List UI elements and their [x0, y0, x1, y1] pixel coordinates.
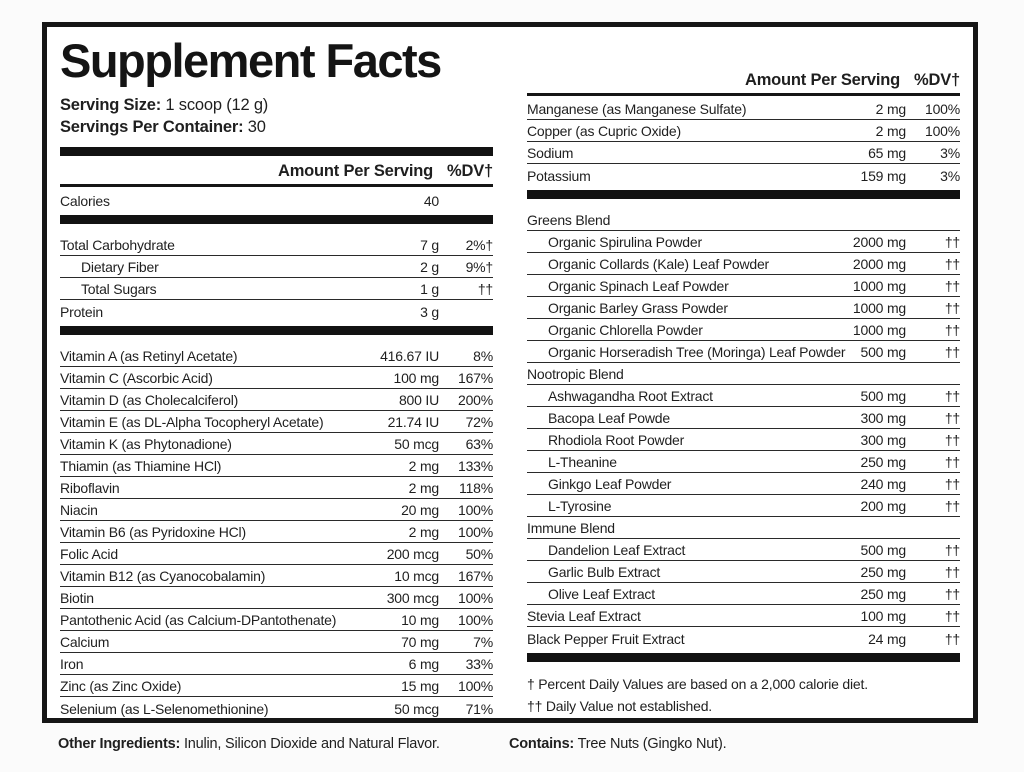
- percent-dv-header: %DV†: [914, 71, 960, 89]
- right-nutrient-rows: [527, 98, 960, 662]
- nutrient-name: Niacin: [60, 502, 98, 519]
- servings-per-container-line: [60, 117, 493, 139]
- nutrient-dv: 100%: [457, 502, 493, 519]
- nutrient-row: [60, 543, 493, 565]
- nutrient-name: Organic Chlorella Powder: [548, 322, 703, 338]
- nutrient-row: [60, 477, 493, 499]
- nutrient-row: [60, 521, 493, 543]
- nutrient-row: [527, 319, 960, 341]
- nutrient-name: Riboflavin: [60, 480, 120, 497]
- nutrient-amount: 2 g: [420, 259, 439, 276]
- other-ingredients: [42, 736, 509, 752]
- blend-header-row: [527, 517, 960, 539]
- percent-dv-header: %DV†: [447, 162, 493, 181]
- nutrient-dv: ††: [944, 476, 960, 492]
- nutrient-dv: 63%: [465, 436, 493, 453]
- nutrient-amount: 500 mg: [860, 542, 906, 558]
- servings-per-container-value: 30: [247, 117, 266, 136]
- nutrient-row: [527, 495, 960, 517]
- nutrient-name: Vitamin B12 (as Cyanocobalamin): [60, 568, 266, 585]
- nutrient-name: Pantothenic Acid (as Calcium-DPantothenate): [60, 612, 337, 629]
- supplement-facts-panel: [42, 22, 978, 723]
- nutrient-dv: 7%: [473, 634, 493, 651]
- nutrient-dv: 200%: [457, 392, 493, 409]
- nutrient-dv: 33%: [465, 656, 493, 673]
- nutrient-name: Greens Blend: [527, 212, 611, 228]
- nutrient-name: L-Tyrosine: [548, 498, 612, 514]
- nutrient-row: [527, 253, 960, 275]
- nutrient-dv: 3%: [940, 168, 960, 184]
- panel-columns: [60, 34, 960, 718]
- nutrient-dv: ††: [944, 564, 960, 580]
- nutrient-row: [527, 341, 960, 363]
- nutrient-row: [527, 297, 960, 319]
- nutrient-dv: ††: [944, 410, 960, 426]
- nutrient-name: Biotin: [60, 590, 94, 607]
- nutrient-dv: 2%†: [465, 237, 493, 254]
- nutrient-row: [60, 675, 493, 697]
- nutrient-amount: 800 IU: [398, 392, 439, 409]
- nutrient-name: Copper (as Cupric Oxide): [527, 123, 681, 139]
- nutrient-row: [60, 367, 493, 389]
- nutrient-name: Ginkgo Leaf Powder: [548, 476, 672, 492]
- nutrient-amount: 500 mg: [860, 344, 906, 360]
- nutrient-name: Bacopa Leaf Powde: [548, 410, 670, 426]
- blend-header-row: [527, 363, 960, 385]
- nutrient-name: Nootropic Blend: [527, 366, 624, 382]
- nutrient-amount: 240 mg: [860, 476, 906, 492]
- nutrient-amount: 2 mg: [875, 101, 906, 117]
- servings-per-container-label: Servings Per Container:: [60, 117, 244, 136]
- nutrient-row: [527, 120, 960, 142]
- nutrient-row: [60, 653, 493, 675]
- nutrient-amount: 6 mg: [408, 656, 439, 673]
- nutrient-name: Immune Blend: [527, 520, 615, 536]
- nutrient-row: [60, 631, 493, 653]
- nutrient-name: Rhodiola Root Powder: [548, 432, 685, 448]
- nutrient-name: Sodium: [527, 145, 574, 161]
- amount-per-serving-header: Amount Per Serving: [744, 71, 900, 89]
- nutrient-row: [60, 234, 493, 256]
- nutrient-name: Calories: [60, 193, 110, 210]
- nutrient-row: [60, 499, 493, 521]
- other-ingredients-label: Other Ingredients:: [58, 736, 181, 752]
- nutrient-amount: 1000 mg: [852, 278, 906, 294]
- nutrient-dv: 8%: [473, 348, 493, 365]
- nutrient-amount: 65 mg: [868, 145, 906, 161]
- nutrient-name: Vitamin D (as Cholecalciferol): [60, 392, 239, 409]
- nutrient-row: [527, 627, 960, 649]
- nutrient-name: Garlic Bulb Extract: [548, 564, 661, 580]
- nutrient-dv: ††: [944, 608, 960, 624]
- nutrient-row: [527, 539, 960, 561]
- nutrient-amount: 500 mg: [860, 388, 906, 404]
- nutrient-amount: 24 mg: [868, 631, 906, 647]
- nutrient-name: Total Carbohydrate: [60, 237, 175, 254]
- right-column-header: [527, 67, 960, 96]
- nutrient-name: Thiamin (as Thiamine HCl): [60, 458, 222, 475]
- nutrient-name: Organic Spinach Leaf Powder: [548, 278, 729, 294]
- contains-value: Tree Nuts (Gingko Nut).: [577, 736, 727, 752]
- nutrient-dv: 100%: [457, 612, 493, 629]
- footnotes: [527, 672, 960, 717]
- nutrient-row: [60, 345, 493, 367]
- nutrient-amount: 2 mg: [875, 123, 906, 139]
- nutrient-row: [60, 389, 493, 411]
- nutrient-amount: 300 mg: [860, 410, 906, 426]
- nutrient-row: [527, 473, 960, 495]
- nutrient-name: Vitamin E (as DL-Alpha Tocopheryl Acetate): [60, 414, 324, 431]
- nutrient-name: Organic Barley Grass Powder: [548, 300, 728, 316]
- nutrient-dv: 72%: [465, 414, 493, 431]
- contains-statement: [509, 736, 978, 752]
- nutrient-row: [527, 275, 960, 297]
- nutrient-row: [60, 256, 493, 278]
- nutrient-dv: ††: [944, 256, 960, 272]
- nutrient-amount: 100 mg: [860, 608, 906, 624]
- nutrient-row: [60, 587, 493, 609]
- nutrient-dv: ††: [944, 278, 960, 294]
- nutrient-amount: 250 mg: [860, 564, 906, 580]
- nutrient-dv: ††: [944, 234, 960, 250]
- nutrient-row: [60, 433, 493, 455]
- nutrient-amount: 20 mg: [401, 502, 439, 519]
- nutrient-row: [527, 98, 960, 120]
- left-column: [60, 34, 493, 718]
- nutrient-amount: 40: [423, 193, 439, 210]
- section-divider-bar: [527, 653, 960, 662]
- page-title: Supplement Facts: [60, 34, 441, 87]
- nutrient-amount: 2 mg: [408, 458, 439, 475]
- nutrient-name: Vitamin A (as Retinyl Acetate): [60, 348, 238, 365]
- nutrient-amount: 10 mg: [401, 612, 439, 629]
- nutrient-name: Organic Collards (Kale) Leaf Powder: [548, 256, 769, 272]
- nutrient-row: [60, 278, 493, 300]
- nutrient-dv: ††: [944, 542, 960, 558]
- footnote: † Percent Daily Values are based on a 2,000 calorie diet.: [527, 676, 868, 692]
- nutrient-amount: 50 mcg: [394, 701, 439, 718]
- bottom-ingredients-line: [42, 736, 978, 752]
- nutrient-dv: 100%: [924, 101, 960, 117]
- nutrient-name: Stevia Leaf Extract: [527, 608, 641, 624]
- nutrient-name: L-Theanine: [548, 454, 617, 470]
- nutrient-amount: 1 g: [420, 281, 439, 298]
- nutrient-dv: ††: [477, 281, 493, 298]
- nutrient-dv: ††: [944, 432, 960, 448]
- nutrient-amount: 2 mg: [408, 480, 439, 497]
- nutrient-amount: 70 mg: [401, 634, 439, 651]
- nutrient-name: Dietary Fiber: [81, 259, 159, 276]
- nutrient-dv: ††: [944, 586, 960, 602]
- nutrient-row: [60, 609, 493, 631]
- blend-header-row: [527, 209, 960, 231]
- section-divider-bar: [60, 326, 493, 335]
- nutrient-dv: 9%†: [465, 259, 493, 276]
- nutrient-row: [527, 605, 960, 627]
- nutrient-name: Potassium: [527, 168, 591, 184]
- nutrient-amount: 2000 mg: [852, 234, 906, 250]
- nutrient-name: Calcium: [60, 634, 110, 651]
- nutrient-amount: 416.67 IU: [380, 348, 439, 365]
- nutrient-amount: 250 mg: [860, 586, 906, 602]
- nutrient-name: Black Pepper Fruit Extract: [527, 631, 685, 647]
- nutrient-amount: 200 mcg: [386, 546, 439, 563]
- nutrient-name: Ashwagandha Root Extract: [548, 388, 713, 404]
- nutrient-name: Organic Horseradish Tree (Moringa) Leaf Powder: [548, 344, 846, 360]
- nutrient-dv: ††: [944, 300, 960, 316]
- nutrient-row: [527, 164, 960, 186]
- nutrient-dv: 100%: [924, 123, 960, 139]
- nutrient-dv: 167%: [457, 370, 493, 387]
- nutrient-amount: 250 mg: [860, 454, 906, 470]
- nutrient-row: [60, 300, 493, 322]
- nutrient-amount: 1000 mg: [852, 300, 906, 316]
- nutrient-dv: 100%: [457, 524, 493, 541]
- nutrient-row: [60, 697, 493, 719]
- nutrient-name: Dandelion Leaf Extract: [548, 542, 686, 558]
- nutrient-dv: ††: [944, 454, 960, 470]
- nutrient-amount: 2 mg: [408, 524, 439, 541]
- nutrient-row: [527, 561, 960, 583]
- nutrient-name: Olive Leaf Extract: [548, 586, 655, 602]
- nutrient-amount: 200 mg: [860, 498, 906, 514]
- nutrient-dv: ††: [944, 388, 960, 404]
- nutrient-row: [527, 142, 960, 164]
- right-column: [527, 37, 960, 714]
- nutrient-dv: ††: [944, 631, 960, 647]
- nutrient-amount: 159 mg: [860, 168, 906, 184]
- nutrient-dv: 167%: [457, 568, 493, 585]
- nutrient-dv: ††: [944, 322, 960, 338]
- nutrient-name: Selenium (as L-Selenomethionine): [60, 701, 269, 718]
- nutrient-row: [527, 385, 960, 407]
- nutrient-row: [60, 189, 493, 211]
- section-divider-bar: [527, 190, 960, 199]
- nutrient-name: Iron: [60, 656, 84, 673]
- nutrient-dv: 71%: [465, 701, 493, 718]
- footnote: †† Daily Value not established.: [527, 697, 712, 714]
- serving-size-label: Serving Size:: [60, 95, 162, 114]
- nutrient-row: [60, 455, 493, 477]
- nutrient-row: [60, 565, 493, 587]
- nutrient-name: Vitamin C (Ascorbic Acid): [60, 370, 213, 387]
- nutrient-amount: 50 mcg: [394, 436, 439, 453]
- nutrient-name: Total Sugars: [81, 281, 157, 298]
- nutrient-dv: 100%: [457, 590, 493, 607]
- nutrient-name: Zinc (as Zinc Oxide): [60, 678, 182, 695]
- nutrient-row: [527, 231, 960, 253]
- left-nutrient-rows: [60, 189, 493, 719]
- section-divider-bar: [60, 147, 493, 156]
- nutrient-dv: ††: [944, 344, 960, 360]
- nutrient-dv: ††: [944, 498, 960, 514]
- nutrient-name: Manganese (as Manganese Sulfate): [527, 101, 747, 117]
- nutrient-row: [527, 407, 960, 429]
- nutrient-dv: 118%: [459, 480, 493, 497]
- nutrient-amount: 100 mg: [393, 370, 439, 387]
- nutrient-amount: 300 mcg: [386, 590, 439, 607]
- nutrient-amount: 7 g: [420, 237, 439, 254]
- nutrient-row: [527, 451, 960, 473]
- nutrient-amount: 1000 mg: [852, 322, 906, 338]
- nutrient-amount: 300 mg: [860, 432, 906, 448]
- amount-per-serving-header: Amount Per Serving: [277, 162, 433, 181]
- contains-label: Contains:: [509, 736, 575, 752]
- nutrient-dv: 3%: [940, 145, 960, 161]
- nutrient-dv: 100%: [457, 678, 493, 695]
- nutrient-dv: 133%: [457, 458, 493, 475]
- nutrient-amount: 21.74 IU: [387, 414, 439, 431]
- nutrient-amount: 2000 mg: [852, 256, 906, 272]
- nutrient-row: [527, 583, 960, 605]
- left-column-header: [60, 158, 493, 187]
- other-ingredients-value: Inulin, Silicon Dioxide and Natural Flavor.: [183, 736, 440, 752]
- nutrient-name: Vitamin B6 (as Pyridoxine HCl): [60, 524, 246, 541]
- nutrient-name: Vitamin K (as Phytonadione): [60, 436, 232, 453]
- nutrient-dv: 50%: [465, 546, 493, 563]
- serving-size-value: 1 scoop (12 g): [165, 95, 269, 114]
- nutrient-name: Folic Acid: [60, 546, 118, 563]
- nutrient-amount: 10 mcg: [394, 568, 439, 585]
- nutrient-row: [60, 411, 493, 433]
- nutrient-name: Organic Spirulina Powder: [548, 234, 702, 250]
- nutrient-row: [527, 429, 960, 451]
- serving-size-line: [60, 95, 493, 117]
- section-divider-bar: [60, 215, 493, 224]
- nutrient-amount: 15 mg: [401, 678, 439, 695]
- nutrient-name: Protein: [60, 304, 103, 321]
- nutrient-amount: 3 g: [420, 304, 439, 321]
